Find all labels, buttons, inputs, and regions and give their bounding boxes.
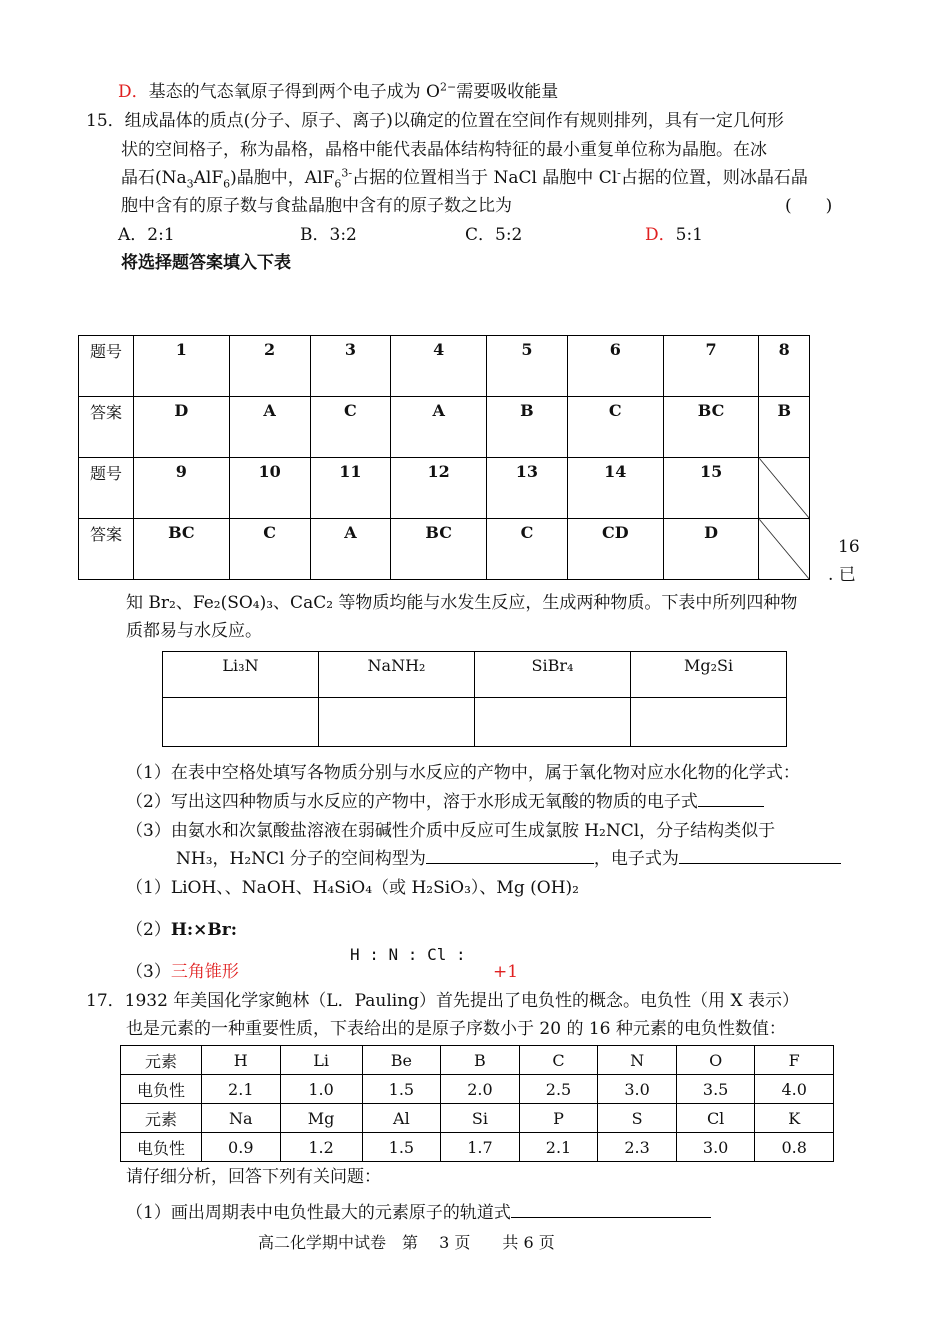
answer-blank[interactable] [679,863,841,864]
cell: 8 [759,336,810,397]
q15-line1: 15．组成晶体的质点(分子、原子、离子)以确定的位置在空间作有规则排列，具有一定几何形 [86,111,784,131]
cell: 1.5 [362,1075,441,1104]
header-cell: 答案 [79,519,134,580]
electronegativity-table [120,1045,834,1162]
table-row [163,698,787,747]
q15-line4: 胞中含有的原子数与食盐晶胞中含有的原子数之比为 [121,196,512,216]
cell: Na [202,1104,281,1133]
cell: 2.0 [441,1075,520,1104]
q17-line2: 也是元素的一种重要性质，下表给出的是原子序数小于 20 的 16 种元素的电负性数值： [126,1019,786,1039]
cell: 1.5 [362,1133,441,1162]
cell: C [567,397,663,458]
header-cell: 元素 [121,1104,202,1133]
q16-sub3-line2: NH₃，H₂NCl 分子的空间构型为 ，电子式为 [176,848,841,870]
blank-cell[interactable] [475,698,631,747]
header-cell: SiBr₄ [475,652,631,698]
header-cell: NaNH₂ [319,652,475,698]
cell: C [229,519,310,580]
cell: A [229,397,310,458]
cell: 1.7 [441,1133,520,1162]
diagonal-cell [759,519,810,580]
table-row [79,336,810,397]
q16-line2: 质都易与水反应。 [126,621,262,641]
q14-option-d: D．基态的气态氧原子得到两个电子成为 $O^{2-}$需要吸收能量 [118,80,559,102]
header-cell: 题号 [79,336,134,397]
table-row [121,1104,834,1133]
table-row [79,458,810,519]
cell: 1.2 [280,1133,362,1162]
q15-line3: 晶石$(Na_3AlF_6)$晶胞中，AlF$_6^{3-}$占据的位置相当于 NaCl 晶胞中 Cl-占据的位置，则冰晶石晶 [121,166,808,191]
header-cell: Li₃N [163,652,319,698]
option-d: D．5:1 [645,225,703,245]
cell: B [759,397,810,458]
q17-line1: 17．1932 年美国化学家鲍林（L．Pauling）首先提出了电负性的概念。电负性（用 X 表示） [86,991,799,1011]
cell: 4 [391,336,487,397]
table-row [163,652,787,698]
cell: A [391,397,487,458]
cell: 2 [229,336,310,397]
cell: D [663,519,759,580]
cell: 0.9 [202,1133,281,1162]
q16-number: 16 [838,537,860,557]
oxidation-state: +1 [493,962,519,982]
answer-heading: 将选择题答案填入下表 [121,253,291,273]
q15-line2: 状的空间格子，称为晶格，晶格中能代表晶体结构特征的最小重复单位称为晶胞。在冰 [121,140,767,160]
cell: O [676,1046,755,1075]
compound-table [162,651,787,747]
cell: 2.1 [519,1133,598,1162]
q16-answer2: （2）H:×Br: [126,920,238,940]
table-row [121,1133,834,1162]
cell: 2.5 [519,1075,598,1104]
header-cell: 元素 [121,1046,202,1075]
answer-blank[interactable] [698,806,764,807]
answer-table [78,335,810,580]
cell: Mg [280,1104,362,1133]
q16-sub3: （3）由氨水和次氯酸盐溶液在弱碱性介质中反应可生成氯胺 H₂NCl，分子结构类似于 [126,821,776,841]
cell: 5 [487,336,568,397]
q17-sub1: （1）画出周期表中电负性最大的元素原子的轨道式 [126,1202,711,1224]
table-row [121,1046,834,1075]
cell: 3.5 [676,1075,755,1104]
cell: 6 [567,336,663,397]
table-row [121,1075,834,1104]
option-b: B．3:2 [300,225,357,245]
cell: CD [567,519,663,580]
cell: 3 [310,336,391,397]
cell: N [598,1046,677,1075]
cell: Si [441,1104,520,1133]
cell: 3.0 [598,1075,677,1104]
header-cell: 答案 [79,397,134,458]
blank-cell[interactable] [319,698,475,747]
cell: C [519,1046,598,1075]
cell: 9 [134,458,230,519]
cell: K [755,1104,834,1133]
cell: C [487,519,568,580]
header-cell: 电负性 [121,1133,202,1162]
cell: 2.3 [598,1133,677,1162]
cell: 3.0 [676,1133,755,1162]
cell: 10 [229,458,310,519]
electron-dot-formula: H : N : Cl : [350,945,466,964]
table-row [79,397,810,458]
q16-answer3: （3）三角锥形 [126,962,239,982]
cell: S [598,1104,677,1133]
blank-cell[interactable] [163,698,319,747]
cell: Cl [676,1104,755,1133]
cell: C [310,397,391,458]
answer-blank[interactable] [426,863,594,864]
cell: H [202,1046,281,1075]
cell: 4.0 [755,1075,834,1104]
header-cell: 题号 [79,458,134,519]
cell: 1 [134,336,230,397]
q16-sub2: （2）写出这四种物质与水反应的产物中，溶于水形成无氧酸的物质的电子式 [126,791,764,813]
cell: B [487,397,568,458]
cell: 14 [567,458,663,519]
header-cell: 电负性 [121,1075,202,1104]
cell: 2.1 [202,1075,281,1104]
blank-cell[interactable] [631,698,787,747]
cell: BC [391,519,487,580]
cell: 13 [487,458,568,519]
cell: 15 [663,458,759,519]
cell: 11 [310,458,391,519]
cell: BC [134,519,230,580]
cell: BC [663,397,759,458]
q16-answer1: （1）LiOH、、NaOH、H₄SiO₄（或 H₂SiO₃）、Mg (OH)₂ [126,878,579,898]
q17-prompt: 请仔细分析，回答下列有关问题： [126,1167,381,1187]
header-cell: Mg₂Si [631,652,787,698]
answer-blank[interactable] [511,1217,711,1218]
cell: Be [362,1046,441,1075]
option-a: A．2:1 [118,225,175,245]
q16-intro: . 已 [828,565,856,585]
cell: Al [362,1104,441,1133]
cell: D [134,397,230,458]
cell: Li [280,1046,362,1075]
cell: 12 [391,458,487,519]
cell: B [441,1046,520,1075]
cell: 0.8 [755,1133,834,1162]
diagonal-cell [759,458,810,519]
cell: 1.0 [280,1075,362,1104]
option-c: C．5:2 [465,225,523,245]
q16-line1: 知 Br₂、Fe₂(SO₄)₃、CaC₂ 等物质均能与水发生反应，生成两种物质。下表中所列四种物 [126,593,798,613]
page-footer: 高二化学期中试卷 第 3 页 共 6 页 [258,1233,555,1252]
cell: 7 [663,336,759,397]
cell: F [755,1046,834,1075]
answer-paren: ( ) [785,196,833,216]
cell: A [310,519,391,580]
cell: P [519,1104,598,1133]
q16-sub1: （1）在表中空格处填写各物质分别与水反应的产物中，属于氧化物对应水化物的化学式： [126,763,800,783]
table-row [79,519,810,580]
